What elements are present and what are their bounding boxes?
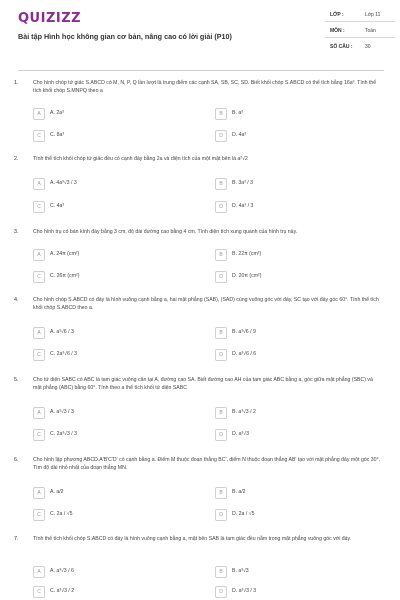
option-letter: C [33, 349, 45, 361]
meta-value: 30 [365, 44, 371, 50]
option-text: A. 2a³ [50, 110, 64, 116]
option-text: B. a³√3 / 2 [232, 409, 256, 415]
option-c[interactable] [33, 201, 183, 213]
meta-divider [325, 21, 395, 22]
option-text: C. 8a³ [50, 132, 65, 138]
header-divider [18, 70, 384, 71]
option-b[interactable] [215, 407, 365, 419]
meta-value: Toán [365, 28, 376, 34]
option-a[interactable] [33, 487, 183, 499]
option-letter: B [215, 108, 227, 120]
meta-value: Lớp 11 [365, 12, 381, 18]
option-letter: C [33, 271, 45, 283]
question-text: Cho hình chóp tứ giác S.ABCD có M, N, P, Q lần lượt là trung điểm các cạnh SA, SB, SC, SD. Biết khối chóp S.ABCD có thể tích bằng 16a³. Tính thể tích khối chóp S.MNPQ theo a [33, 80, 377, 94]
option-d[interactable] [215, 130, 365, 142]
option-letter: B [215, 566, 227, 578]
question-number: 7. [14, 536, 19, 542]
option-text: B. 22π (cm²) [232, 251, 262, 257]
option-b[interactable] [215, 327, 365, 339]
option-letter: D [215, 271, 227, 283]
option-d[interactable] [215, 509, 365, 521]
question-text: Cho tứ diện SABC có ABC là tam giác vuông cân tại A, đường cao SA. Biết đường cao AH của tam giác ABC bằng a, góc giữa mặt phẳng (SBC) và mặt phẳng (ABC) bằng 60°. Tính theo a thể tích khối tứ diện SABC [33, 377, 373, 391]
meta-row-subject [325, 28, 395, 42]
option-letter: B [215, 487, 227, 499]
option-b[interactable] [215, 566, 365, 578]
option-letter: B [215, 327, 227, 339]
option-text: B. a³√6 / 9 [232, 329, 256, 335]
option-d[interactable] [215, 429, 365, 441]
option-letter: A [33, 566, 45, 578]
option-text: A. a/2 [50, 489, 64, 495]
option-letter: C [33, 130, 45, 142]
meta-row-count [325, 44, 395, 58]
option-b[interactable] [215, 487, 365, 499]
option-letter: C [33, 509, 45, 521]
option-text: D. 2a / √5 [232, 511, 255, 517]
meta-label: MÔN : [330, 28, 345, 34]
question-number: 5. [14, 377, 19, 383]
option-letter: D [215, 586, 227, 598]
option-letter: A [33, 327, 45, 339]
question-number: 2. [14, 156, 19, 162]
option-b[interactable] [215, 249, 365, 261]
meta-label: SỐ CÂU : [330, 44, 353, 50]
page-title: Bài tập Hình học không gian cơ bản, nâng cao có lời giải (P10) [18, 32, 232, 41]
option-text: D. a³√3 [232, 431, 249, 437]
option-letter: D [215, 201, 227, 213]
question-number: 6. [14, 457, 19, 463]
option-c[interactable] [33, 349, 183, 361]
option-text: C. 26π (cm²) [50, 273, 80, 279]
option-letter: C [33, 586, 45, 598]
option-letter: D [215, 509, 227, 521]
option-text: A. a³√3 / 6 [50, 568, 74, 574]
option-c[interactable] [33, 586, 183, 598]
question-text: Tính thể tích khối chóp tứ giác đều có cạnh đáy bằng 2a và diện tích của một mặt bên là a²√2 [33, 156, 248, 162]
option-letter: B [215, 178, 227, 190]
option-a[interactable] [33, 178, 183, 190]
question-text: Tính thể tích khối chóp S.ABCD có đáy là hình vuông cạnh bằng a, mặt bên SAB là tam giác đều nằm trong mặt phẳng vuông góc với đáy. [33, 536, 352, 542]
option-b[interactable] [215, 178, 365, 190]
option-letter: D [215, 349, 227, 361]
option-b[interactable] [215, 108, 365, 120]
option-text: C. 2a³√3 / 3 [50, 431, 78, 437]
option-letter: B [215, 407, 227, 419]
meta-label: LỚP : [330, 12, 344, 18]
option-d[interactable] [215, 586, 365, 598]
option-text: A. 24π (cm²) [50, 251, 80, 257]
option-c[interactable] [33, 130, 183, 142]
option-letter: B [215, 249, 227, 261]
option-text: C. a³√3 / 2 [50, 588, 75, 594]
option-text: D. a³√6 / 6 [232, 351, 257, 357]
meta-divider [325, 37, 395, 38]
option-c[interactable] [33, 429, 183, 441]
question-number: 4. [14, 297, 19, 303]
option-a[interactable] [33, 249, 183, 261]
option-text: A. a³√3 / 3 [50, 409, 74, 415]
option-a[interactable] [33, 407, 183, 419]
option-letter: A [33, 108, 45, 120]
option-text: D. 4a³ / 3 [232, 203, 254, 209]
option-d[interactable] [215, 271, 365, 283]
option-text: C. 2a / √5 [50, 511, 73, 517]
option-letter: A [33, 178, 45, 190]
meta-row-class [325, 12, 395, 26]
option-c[interactable] [33, 271, 183, 283]
option-text: A. 4a³√3 / 3 [50, 180, 77, 186]
option-letter: D [215, 130, 227, 142]
option-text: D. a³√3 / 3 [232, 588, 257, 594]
option-text: D. 4a³ [232, 132, 247, 138]
question-text: Cho hình chóp S.ABCD có đáy là hình vuông cạnh bằng a, hai mặt phẳng (SAB), (SAD) cùng vuông góc với đáy, SC tạo với đáy góc 60°. Tính thể tích khối chóp S.ABCD theo a. [33, 297, 379, 311]
option-letter: C [33, 201, 45, 213]
option-letter: D [215, 429, 227, 441]
option-text: C. 2a³√6 / 3 [50, 351, 78, 357]
option-text: D. 20π (cm²) [232, 273, 262, 279]
question-text: Cho hình lập phương ABCD.A'B'C'D' có cạnh bằng a. Điểm M thuộc đoạn thẳng BC', điểm N thuộc đoạn thẳng AB' tạo với mặt phẳng đáy một góc 30°. Tìm độ dài nhỏ nhất của đoạn thẳng MN. [33, 457, 381, 471]
option-text: C. 4a³ [50, 203, 65, 209]
option-letter: A [33, 407, 45, 419]
option-text: B. a³√3 [232, 568, 249, 574]
option-text: B. a/2 [232, 489, 246, 495]
option-text: B. 3a³ / 3 [232, 180, 254, 186]
option-c[interactable] [33, 509, 183, 521]
question-number: 3. [14, 229, 19, 235]
question-number: 1. [14, 80, 19, 86]
option-d[interactable] [215, 349, 365, 361]
option-a[interactable] [33, 566, 183, 578]
option-d[interactable] [215, 201, 365, 213]
option-text: B. a³ [232, 110, 243, 116]
option-a[interactable] [33, 108, 183, 120]
option-text: A. a³√6 / 3 [50, 329, 74, 335]
quizizz-logo: QUIZIZZ [18, 11, 82, 26]
option-letter: A [33, 249, 45, 261]
option-a[interactable] [33, 327, 183, 339]
question-text: Cho hình trụ có bán kính đáy bằng 3 cm, độ dài đường cao bằng 4 cm. Tính diện tích xung quanh của hình trụ này. [33, 229, 298, 235]
option-letter: A [33, 487, 45, 499]
header [0, 0, 400, 70]
option-letter: C [33, 429, 45, 441]
